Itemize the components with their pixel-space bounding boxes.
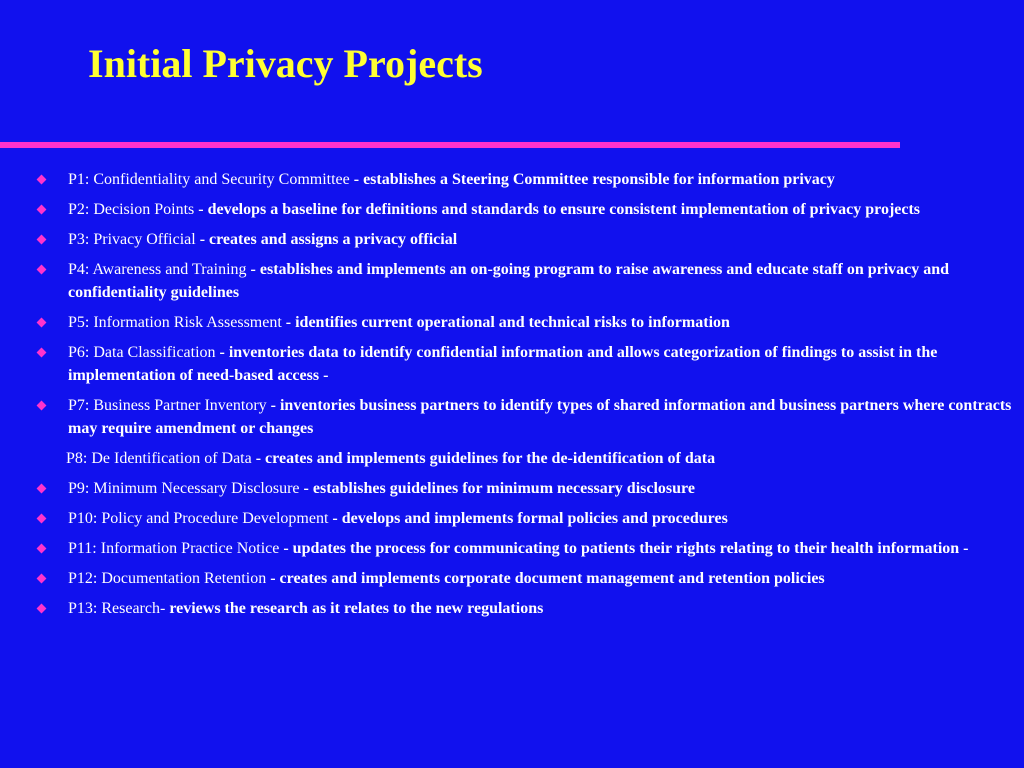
project-name: P12: Documentation Retention — [68, 570, 271, 587]
list-item-p9 — [0, 477, 1024, 500]
project-name: P4: Awareness and Training — [68, 261, 251, 278]
project-description: - establishes guidelines for minimum necessary disclosure — [303, 480, 695, 497]
list-item-p10 — [0, 507, 1024, 530]
project-description: - develops and implements formal policies and procedures — [332, 510, 728, 527]
project-name: P1: Confidentiality and Security Committee — [68, 171, 354, 188]
project-name: P7: Business Partner Inventory — [68, 397, 271, 414]
diamond-bullet-icon — [37, 544, 47, 554]
diamond-bullet-icon — [37, 348, 47, 358]
title-divider — [0, 142, 900, 148]
project-name: P13: Research- — [68, 600, 170, 617]
list-item-p12 — [0, 567, 1024, 590]
project-description: - creates and implements corporate document management and retention policies — [270, 570, 825, 587]
list-item-p13 — [0, 597, 1024, 620]
project-name: P3: Privacy Official — [68, 231, 200, 248]
project-list — [0, 168, 1024, 627]
diamond-bullet-icon — [37, 205, 47, 215]
list-item-p4 — [0, 258, 1024, 304]
list-item-p8 — [0, 447, 1024, 470]
list-item-p3 — [0, 228, 1024, 251]
project-name: P11: Information Practice Notice — [68, 540, 284, 557]
diamond-bullet-icon — [37, 604, 47, 614]
project-description: - inventories business partners to identify types of shared information and business partners where contracts may require amendment or changes — [68, 397, 1012, 437]
project-name: P5: Information Risk Assessment — [68, 314, 286, 331]
project-description: - updates the process for communicating to patients their rights relating to their health information - — [283, 540, 969, 557]
project-name: P6: Data Classification — [68, 344, 220, 361]
list-item-p7 — [0, 394, 1024, 440]
diamond-bullet-icon — [37, 235, 47, 245]
list-item-p1 — [0, 168, 1024, 191]
project-description: reviews the research as it relates to the new regulations — [169, 600, 544, 617]
project-description: - identifies current operational and technical risks to information — [285, 314, 730, 331]
diamond-bullet-icon — [37, 574, 47, 584]
project-description: - establishes and implements an on-going program to raise awareness and educate staff on privacy and confidentiality guidelines — [68, 261, 950, 301]
project-name: P9: Minimum Necessary Disclosure — [68, 480, 304, 497]
project-name: P10: Policy and Procedure Development — [68, 510, 333, 527]
project-name: P2: Decision Points — [68, 201, 199, 218]
diamond-bullet-icon — [37, 175, 47, 185]
diamond-bullet-icon — [37, 318, 47, 328]
diamond-bullet-icon — [37, 401, 47, 411]
project-description: - inventories data to identify confidential information and allows categorization of findings to assist in the implementation of need-based access - — [68, 344, 938, 384]
slide-title: Initial Privacy Projects — [88, 41, 483, 86]
diamond-bullet-icon — [37, 514, 47, 524]
list-item-p2 — [0, 198, 1024, 221]
diamond-bullet-icon — [37, 484, 47, 494]
project-description: - creates and assigns a privacy official — [199, 231, 458, 248]
project-description: - creates and implements guidelines for the de-identification of data — [255, 450, 716, 467]
project-description: - develops a baseline for definitions and standards to ensure consistent implementation of privacy projects — [198, 201, 921, 218]
list-item-p5 — [0, 311, 1024, 334]
list-item-p11 — [0, 537, 1024, 560]
project-description: - establishes a Steering Committee responsible for information privacy — [353, 171, 835, 188]
list-item-p6 — [0, 341, 1024, 387]
diamond-bullet-icon — [37, 265, 47, 275]
project-name: P8: De Identification of Data — [66, 450, 256, 467]
